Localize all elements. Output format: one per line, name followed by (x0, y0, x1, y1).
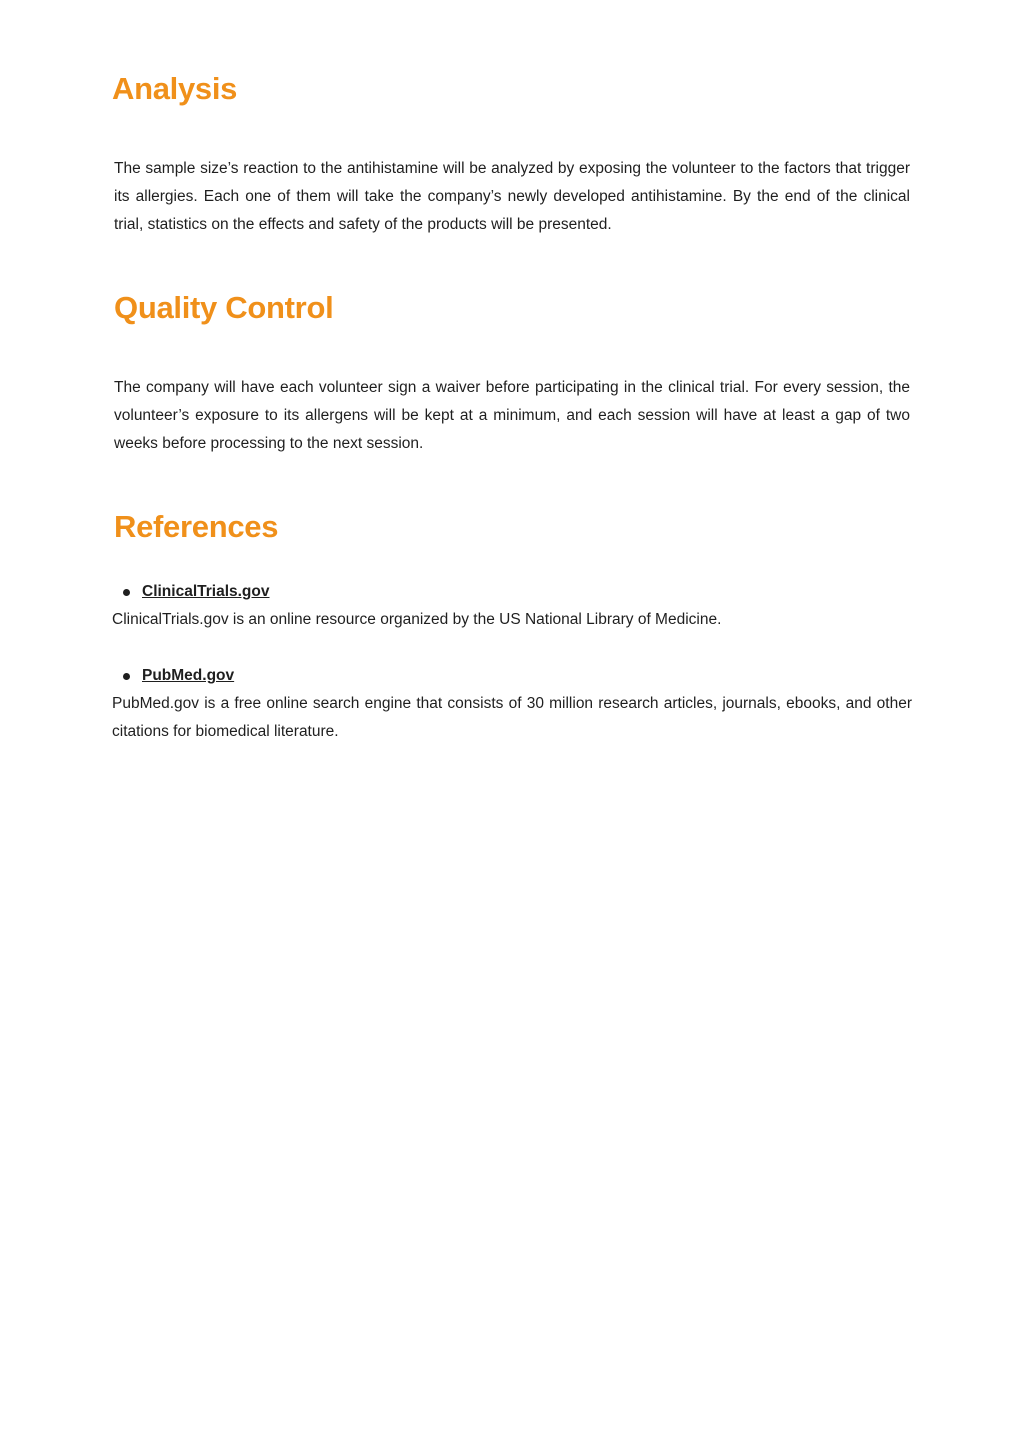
analysis-paragraph: The sample size’s reaction to the antihistamine will be analyzed by exposing the volunteer to the factors that trigger its allergies. Each one of them will take the company’s newly developed antihistamine. By the end of the clinical trial, statistics on the effects and safety of the products will be presented. (114, 160, 910, 233)
clinicaltrials-link[interactable]: ClinicalTrials.gov (142, 583, 270, 600)
pubmed-link[interactable]: PubMed.gov (142, 667, 235, 684)
references-heading: References (114, 509, 279, 544)
reference-list-item (112, 662, 912, 690)
bullet-icon (123, 673, 130, 680)
pubmed-description: PubMed.gov is a free online search engine that consists of 30 million research articles, journals, ebooks, and other citations for biomedical literature. (112, 695, 912, 740)
quality-control-paragraph: The company will have each volunteer sign a waiver before participating in the clinical trial. For every session, the volunteer’s exposure to its allergens will be kept at a minimum, and each session will have at least a gap of two weeks before processing to the next session. (114, 379, 910, 452)
bullet-icon (123, 589, 130, 596)
quality-control-heading: Quality Control (114, 290, 334, 325)
analysis-heading: Analysis (112, 71, 238, 106)
clinicaltrials-description: ClinicalTrials.gov is an online resource organized by the US National Library of Medicine. (112, 611, 722, 628)
reference-list-item (112, 578, 912, 606)
